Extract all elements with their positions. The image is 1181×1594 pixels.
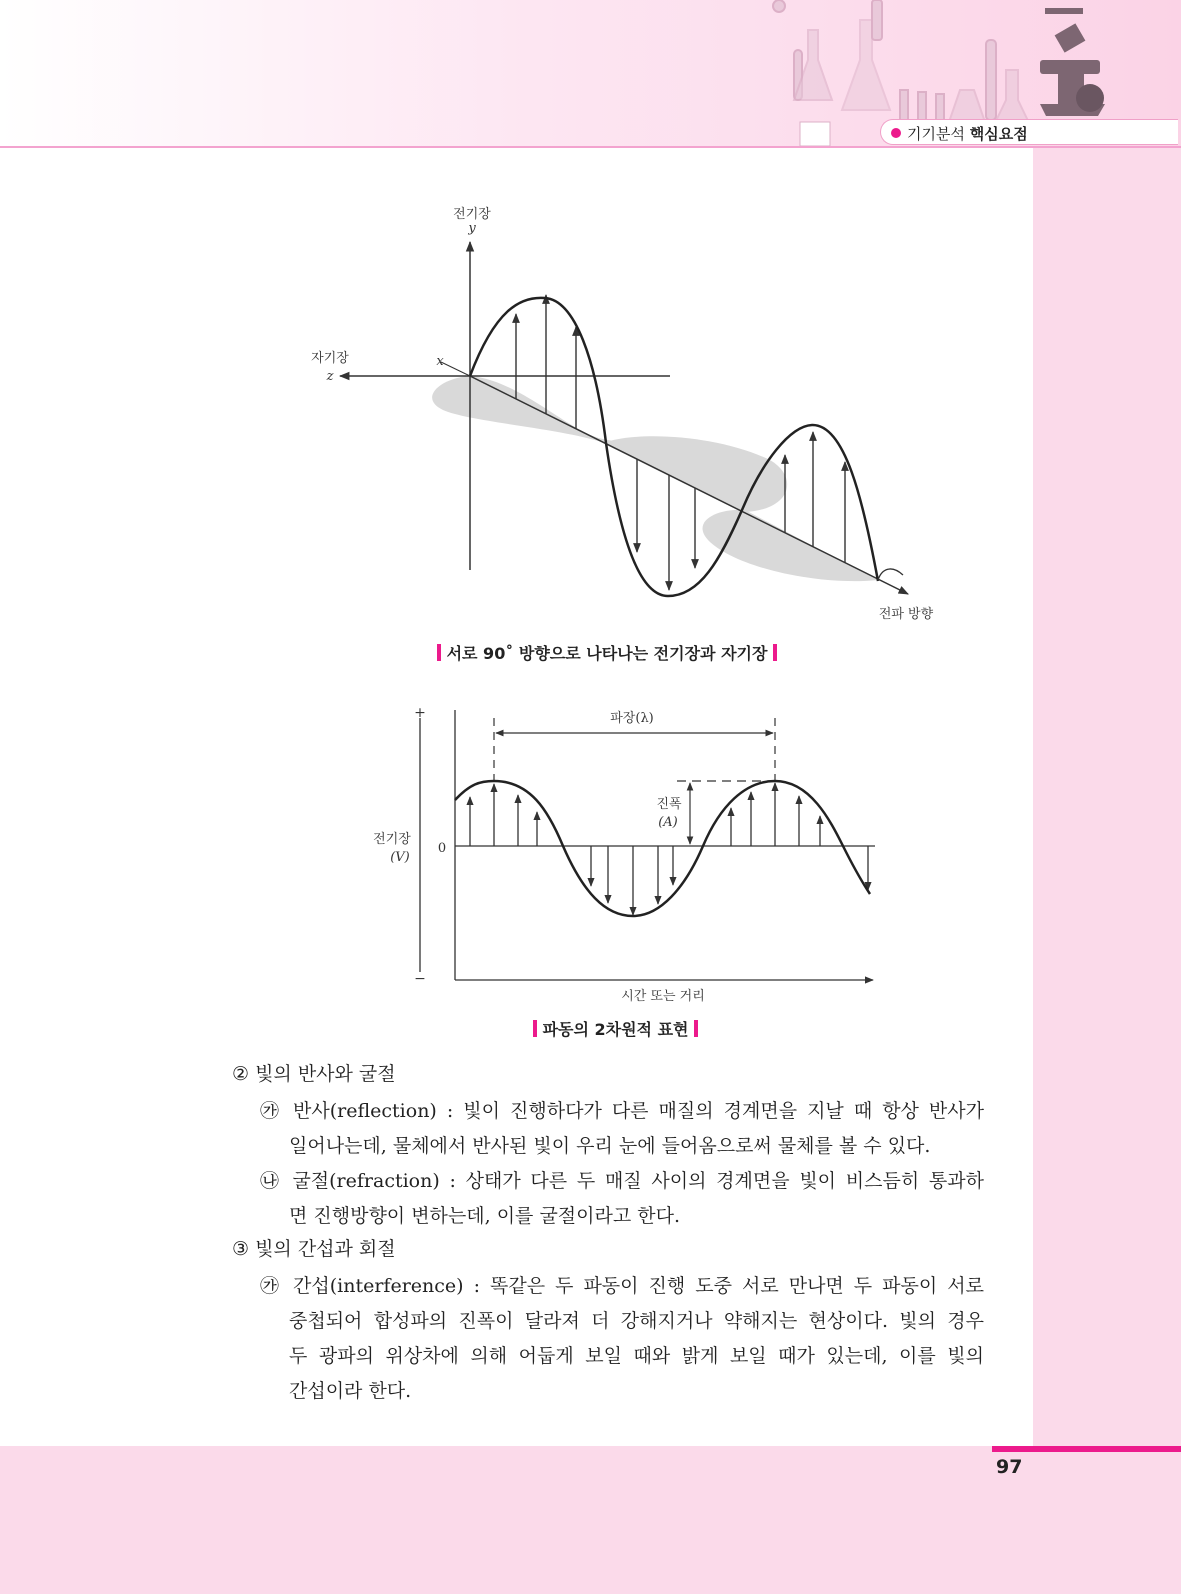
plus-sign: + — [414, 705, 426, 721]
reflection-paragraph — [260, 1094, 984, 1164]
text-line: 중첩되어 합성파의 진폭이 달라져 더 강해지거나 약해지는 현상이다. 빛의 경우 — [289, 1310, 984, 1332]
text-line: 두 광파의 위상차에 의해 어둡게 보일 때와 밝게 보일 때가 있는데, 이를 빛의 — [289, 1345, 984, 1367]
header-title: 기기분석 핵심요점 — [907, 125, 1028, 143]
caption-bar-left — [533, 1020, 537, 1037]
direction-label: 전파 방향 — [878, 607, 934, 622]
wavelength-label: 파장(λ) — [610, 711, 654, 726]
zero-label: 0 — [437, 841, 447, 856]
text-line: ㉯ 굴절(refraction) : 상태가 다른 두 매질 사이의 경계면을 빛이 비스듬히 통과하 — [260, 1170, 984, 1192]
z-axis-var: z — [326, 369, 334, 384]
text-line: 면 진행방향이 변하는데, 이를 굴절이라고 한다. — [289, 1205, 681, 1227]
y-axis-name: 전기장 — [453, 207, 491, 222]
y-axis-var: y — [468, 221, 476, 236]
field-label: 전기장 — [373, 832, 411, 847]
text-line: 간섭이라 한다. — [289, 1380, 412, 1402]
z-axis-name: 자기장 — [311, 351, 349, 366]
text-line: ㉮ 반사(reflection) : 빛이 진행하다가 다른 매질의 경계면을 지날 때 항상 반사가 — [260, 1100, 984, 1122]
caption-bar-right — [694, 1020, 698, 1037]
amplitude-var: (A) — [658, 815, 678, 830]
field-var: (V) — [390, 850, 410, 865]
amplitude-label: 진폭 — [656, 797, 682, 812]
text-line: 일어나는데, 물체에서 반사된 빛이 우리 눈에 들어옴으로써 물체를 볼 수 있다. — [289, 1135, 931, 1157]
section-heading-interference-diffraction: ③ 빛의 간섭과 회절 — [232, 1238, 396, 1260]
refraction-paragraph — [260, 1164, 984, 1234]
page-number: 97 — [996, 1456, 1023, 1478]
figure2-caption: 파동의 2차원적 표현 — [533, 1017, 698, 1040]
footer-accent-line — [992, 1446, 1181, 1452]
minus-sign: − — [414, 971, 426, 987]
x-axis-var: x — [436, 354, 444, 369]
interference-paragraph — [260, 1269, 984, 1409]
text-line: ㉮ 간섭(interference) : 똑같은 두 파동이 진행 도중 서로 만나면 두 파동이 서로 — [260, 1275, 984, 1297]
section-heading-reflection-refraction: ② 빛의 반사와 굴절 — [232, 1063, 396, 1085]
figure1-caption: 서로 90˚ 방향으로 나타나는 전기장과 자기장 — [437, 641, 777, 664]
x-axis-label: 시간 또는 거리 — [621, 989, 705, 1004]
